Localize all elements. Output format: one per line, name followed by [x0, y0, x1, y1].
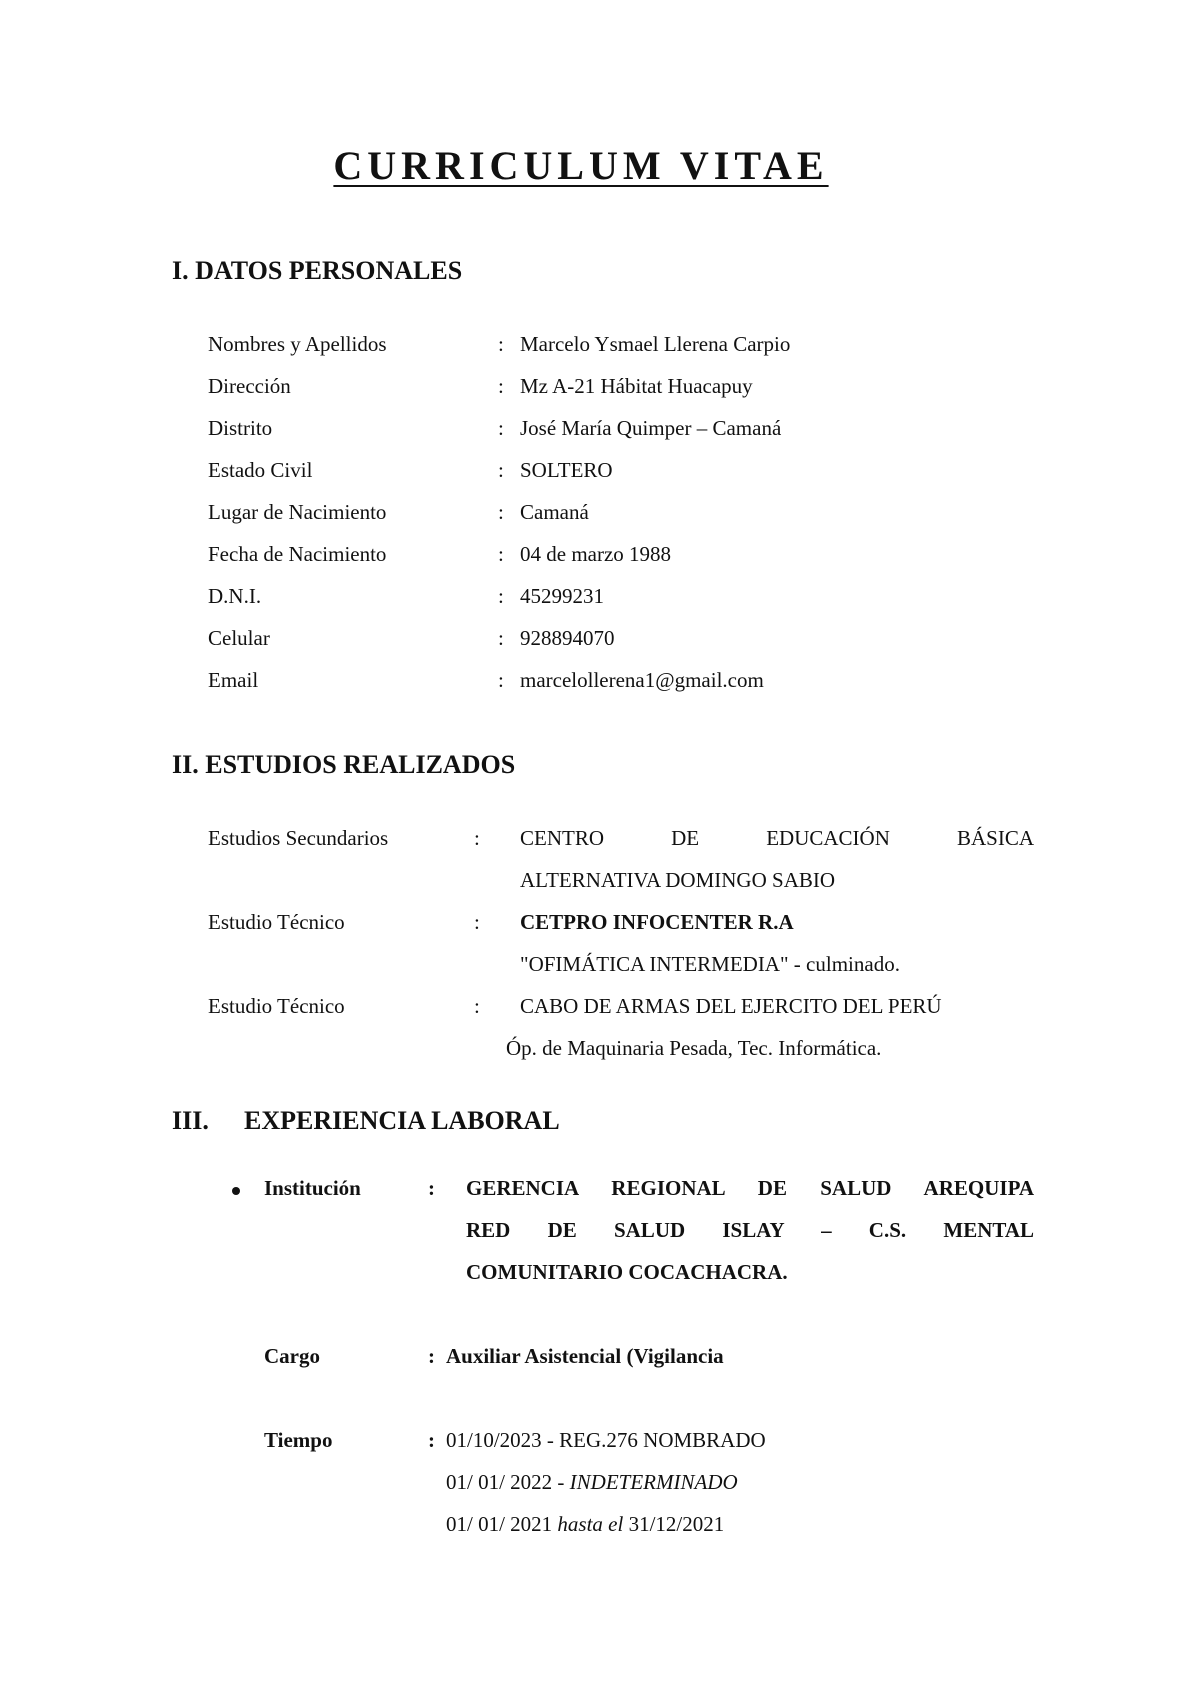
- value-tiempo-line3: [446, 1512, 724, 1537]
- value-fecha-nacimiento: 04 de marzo 1988: [520, 542, 672, 566]
- label-dni: D.N.I.: [208, 584, 262, 608]
- colon: :: [498, 416, 504, 440]
- value-dni: 45299231: [520, 584, 604, 608]
- colon: :: [498, 668, 504, 692]
- label-distrito: Distrito: [208, 416, 273, 440]
- tiempo-line2-date: 01/ 01/ 2022 -: [446, 1470, 565, 1494]
- value-tiempo-line2: [446, 1470, 738, 1495]
- colon: :: [474, 994, 480, 1018]
- section-heading-studies: II. ESTUDIOS REALIZADOS: [172, 750, 516, 779]
- bullet-icon: [232, 1187, 240, 1195]
- label-direccion: Dirección: [208, 374, 291, 398]
- colon: :: [428, 1344, 435, 1368]
- tiempo-line3-start: 01/ 01/ 2021: [446, 1512, 553, 1536]
- tiempo-line2-status: INDETERMINADO: [569, 1470, 738, 1494]
- value-estudio-tecnico-2-line2: Óp. de Maquinaria Pesada, Tec. Informática.: [506, 1036, 882, 1060]
- value-distrito: José María Quimper – Camaná: [520, 416, 782, 440]
- label-estudios-secundarios: Estudios Secundarios: [208, 826, 389, 850]
- document-title: CURRICULUM VITAE: [333, 143, 829, 188]
- value-estudio-tecnico-1-line1: CETPRO INFOCENTER R.A: [520, 910, 794, 934]
- label-fecha-nacimiento: Fecha de Nacimiento: [208, 542, 387, 566]
- label-nombres: Nombres y Apellidos: [208, 332, 387, 356]
- value-institucion-line1: GERENCIA REGIONAL DE SALUD AREQUIPA: [466, 1176, 1034, 1200]
- colon: :: [498, 542, 504, 566]
- colon: :: [428, 1176, 435, 1200]
- label-celular: Celular: [208, 626, 270, 650]
- colon: :: [498, 500, 504, 524]
- value-lugar-nacimiento: Camaná: [520, 500, 589, 524]
- value-cargo: Auxiliar Asistencial (Vigilancia: [446, 1344, 724, 1368]
- value-estudios-secundarios-line2: ALTERNATIVA DOMINGO SABIO: [520, 868, 836, 892]
- label-cargo: Cargo: [264, 1344, 320, 1368]
- colon: :: [498, 584, 504, 608]
- colon: :: [474, 910, 480, 934]
- value-tiempo-line1: 01/10/2023 - REG.276 NOMBRADO: [446, 1428, 766, 1452]
- value-institucion-line2: RED DE SALUD ISLAY – C.S. MENTAL: [466, 1218, 1034, 1242]
- label-estudio-tecnico-2: Estudio Técnico: [208, 994, 345, 1018]
- section-heading-experience: EXPERIENCIA LABORAL: [244, 1106, 560, 1135]
- value-estudios-secundarios-line1: CENTRO DE EDUCACIÓN BÁSICA: [520, 826, 1034, 850]
- value-direccion: Mz A-21 Hábitat Huacapuy: [520, 374, 753, 398]
- value-nombres: Marcelo Ysmael Llerena Carpio: [520, 332, 791, 356]
- value-celular: 928894070: [520, 626, 615, 650]
- section-heading-experience-number: III.: [172, 1106, 209, 1135]
- colon: :: [498, 374, 504, 398]
- label-institucion: Institución: [264, 1176, 361, 1200]
- label-estudio-tecnico-1: Estudio Técnico: [208, 910, 345, 934]
- value-estudio-tecnico-1-line2: "OFIMÁTICA INTERMEDIA" - culminado.: [520, 952, 900, 976]
- tiempo-line3-end: 31/12/2021: [628, 1512, 725, 1536]
- label-lugar-nacimiento: Lugar de Nacimiento: [208, 500, 387, 524]
- colon: :: [498, 332, 504, 356]
- tiempo-line3-connector: hasta el: [557, 1512, 624, 1536]
- colon: :: [474, 826, 480, 850]
- colon: :: [498, 458, 504, 482]
- label-email: Email: [208, 668, 259, 692]
- label-estado-civil: Estado Civil: [208, 458, 313, 482]
- value-email: marcelollerena1@gmail.com: [520, 668, 764, 692]
- value-institucion-line3: COMUNITARIO COCACHACRA.: [466, 1260, 788, 1284]
- colon: :: [498, 626, 504, 650]
- label-tiempo: Tiempo: [264, 1428, 333, 1452]
- value-estado-civil: SOLTERO: [520, 458, 613, 482]
- value-estudio-tecnico-2-line1: CABO DE ARMAS DEL EJERCITO DEL PERÚ: [520, 994, 942, 1018]
- colon: :: [428, 1428, 435, 1452]
- section-heading-personal: I. DATOS PERSONALES: [172, 256, 463, 285]
